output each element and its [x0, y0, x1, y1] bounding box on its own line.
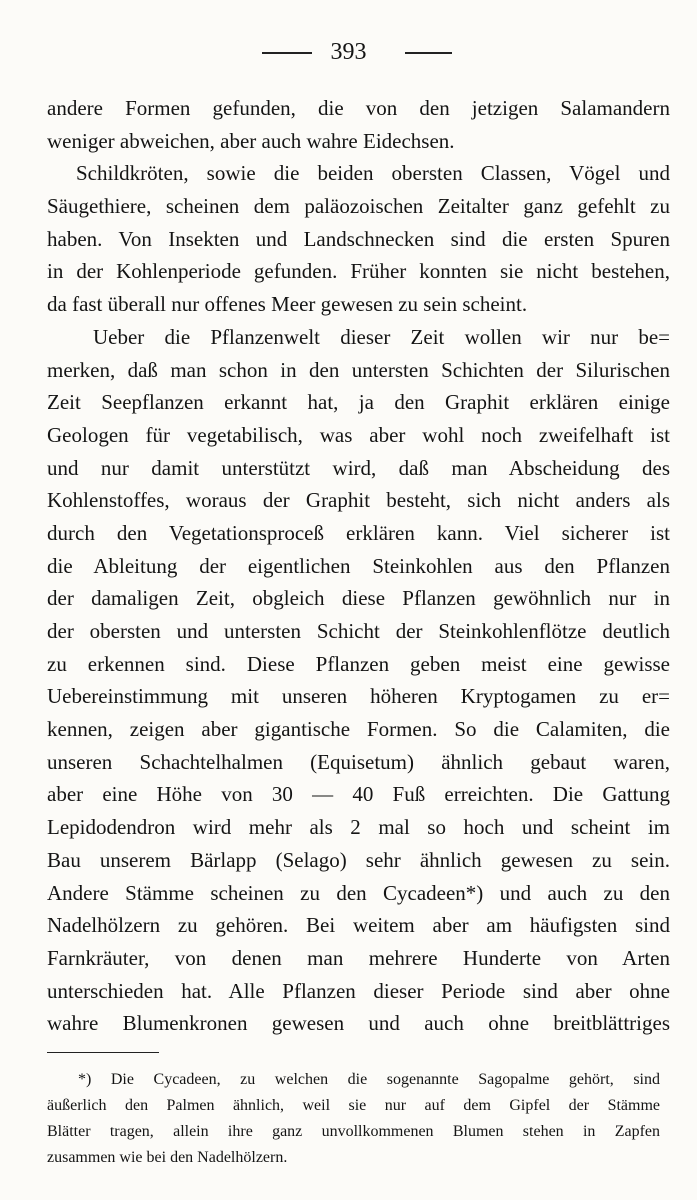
text-line: die Ableitung der eigentlichen Steinkohlen aus den Pflanzen — [47, 553, 670, 578]
header-dash-right — [405, 52, 452, 54]
text-line: Kohlenstoffes, woraus der Graphit besteht, sich nicht anders als — [47, 488, 670, 513]
text-line: Andere Stämme scheinen zu den Cycadeen*) und auch zu den — [47, 880, 670, 905]
text-line: in der Kohlenperiode gefunden. Früher konnten sie nicht bestehen, — [47, 259, 670, 284]
text-line: zu erkennen sind. Diese Pflanzen geben meist eine gewisse — [47, 651, 670, 676]
text-line: Uebereinstimmung mit unseren höheren Kryptogamen zu er= — [47, 684, 670, 709]
text-line: der damaligen Zeit, obgleich diese Pflanzen gewöhnlich nur in — [47, 586, 670, 611]
text-line: Nadelhölzern zu gehören. Bei weitem aber am häufigsten sind — [47, 913, 670, 938]
text-line: aber eine Höhe von 30 — 40 Fuß erreichten. Die Gattung — [47, 782, 670, 807]
footnote-line: äußerlich den Palmen ähnlich, weil sie nur auf dem Gipfel der Stämme — [47, 1097, 660, 1114]
text-line: unterschieden hat. Alle Pflanzen dieser Periode sind aber ohne — [47, 978, 670, 1003]
text-line: kennen, zeigen aber gigantische Formen. So die Calamiten, die — [47, 717, 670, 742]
text-line: unseren Schachtelhalmen (Equisetum) ähnlich gebaut waren, — [47, 749, 670, 774]
body-text — [47, 92, 670, 1040]
footnote-line: zusammen wie bei den Nadelhölzern. — [47, 1149, 288, 1166]
footnote-line: Blätter tragen, allein ihre ganz unvollkommenen Blumen stehen in Zapfen — [47, 1123, 660, 1140]
footnote — [47, 1067, 660, 1171]
text-line: und nur damit unterstützt wird, daß man Abscheidung des — [47, 455, 670, 480]
footnote-line: *) Die Cycadeen, zu welchen die sogenannte Sagopalme gehört, sind — [78, 1071, 660, 1088]
text-line: der obersten und untersten Schicht der Steinkohlenflötze deutlich — [47, 619, 670, 643]
text-line: durch den Vegetationsproceß erklären kann. Viel sicherer ist — [47, 520, 670, 545]
text-line: Ueber die Pflanzenwelt dieser Zeit wollen wir nur be= — [93, 324, 670, 349]
text-line: Säugethiere, scheinen dem paläozoischen Zeitalter ganz gefehlt zu — [47, 194, 670, 219]
text-line: Farnkräuter, von denen man mehrere Hunderte von Arten — [47, 945, 670, 970]
footnote-rule — [47, 1052, 159, 1053]
text-line: Lepidodendron wird mehr als 2 mal so hoch und scheint im — [47, 815, 670, 840]
text-line: haben. Von Insekten und Landschnecken sind die ersten Spuren — [47, 226, 670, 251]
text-line: andere Formen gefunden, die von den jetzigen Salamandern — [47, 96, 670, 120]
text-line: Bau unserem Bärlapp (Selago) sehr ähnlich gewesen zu sein. — [47, 847, 670, 872]
text-line: Zeit Seepflanzen erkannt hat, ja den Graphit erklären einige — [47, 390, 670, 415]
text-line: merken, daß man schon in den untersten Schichten der Silurischen — [47, 357, 670, 382]
text-line: Schildkröten, sowie die beiden obersten Classen, Vögel und — [76, 161, 670, 186]
text-line: weniger abweichen, aber auch wahre Eidechsen. — [47, 128, 455, 153]
text-line: Geologen für vegetabilisch, was aber wohl noch zweifelhaft ist — [47, 422, 670, 447]
text-line: wahre Blumenkronen gewesen und auch ohne breitblättriges — [47, 1011, 670, 1036]
text-line: da fast überall nur offenes Meer gewesen zu sein scheint. — [47, 292, 528, 317]
page-number: 393 — [330, 39, 367, 65]
